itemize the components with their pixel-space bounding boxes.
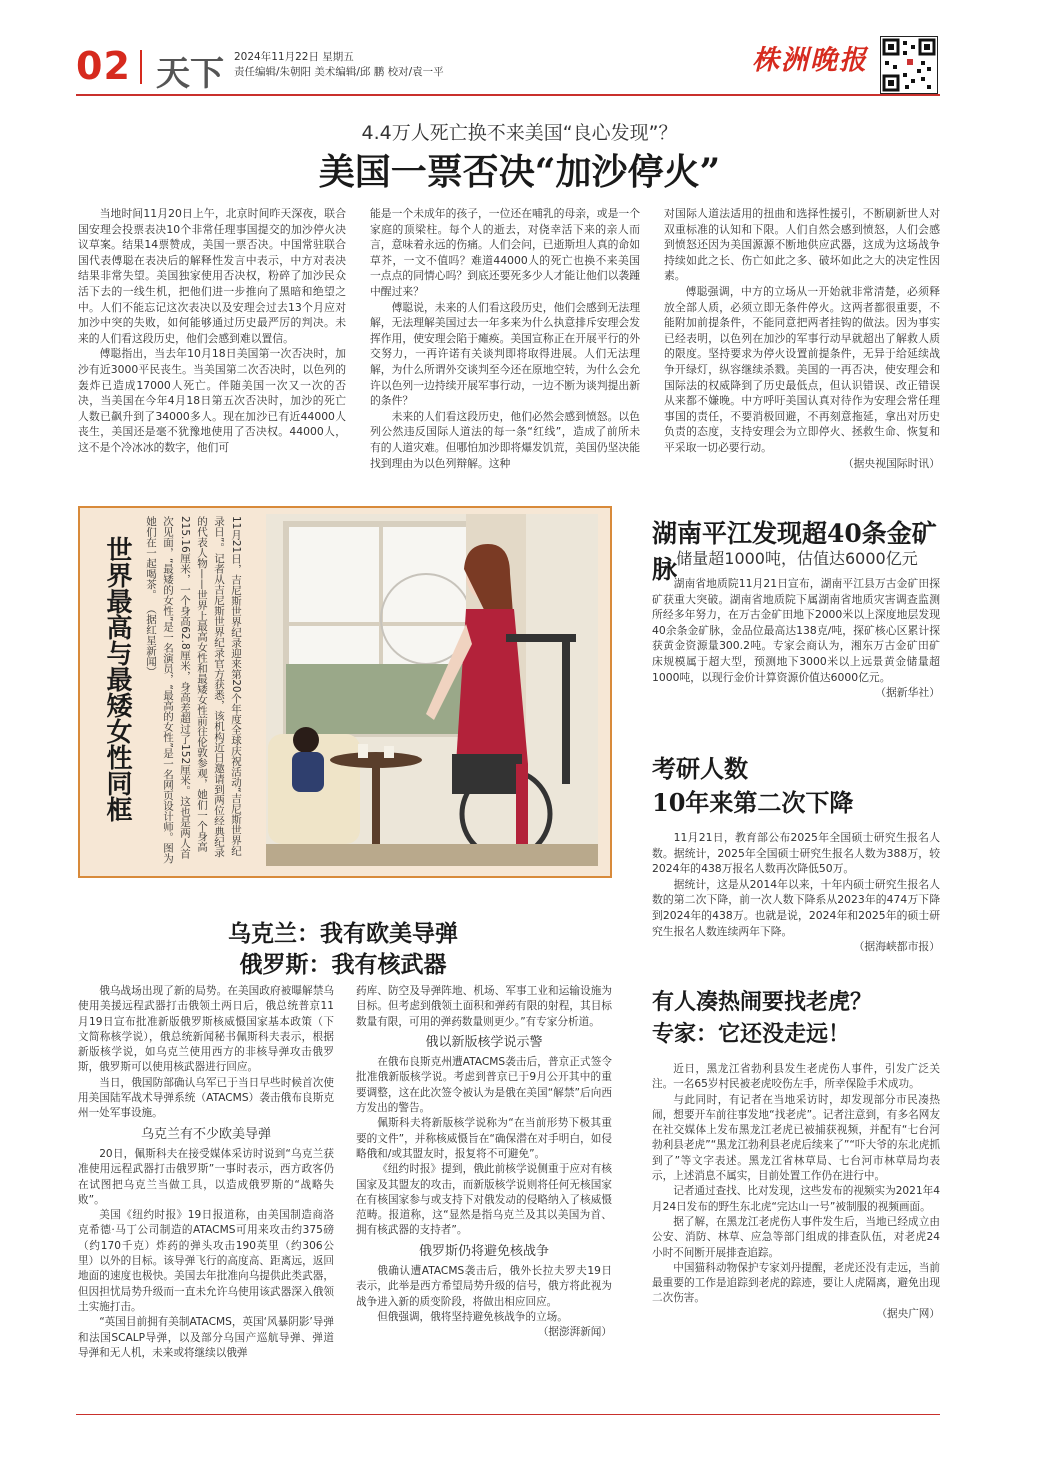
ukraine-subhead-1: 乌克兰有不少欧美导弹 [140,1126,271,1142]
hunan-body [652,576,940,701]
paragraph: 与此同时，有记者在当地采访时，却发现部分市民凑热闹，想要开车前往事发地“找老虎”。记者注意到，有多名网友在社交媒体上发布黑龙江老虎已被捕获视频，并配有“七台河勃利县老虎”“黑龙江勃利县老虎后续来了”“吓大爷的东北虎抓到了”等文字表述。黑龙江省林草局、七台河市林草局均表示，上述消息不属实，目前处置工作仍在进行中。 [652,1093,940,1183]
tiger-headline [652,986,942,1050]
paragraph: 但俄强调，俄将坚持避免核战争的立场。 [377,1310,568,1323]
footer-rule [76,1414,940,1415]
tiger-headline-line1: 有人凑热闹要找老虎？ [652,989,873,1015]
tiger-headline-line2: 专家：它还没走远！ [652,1021,851,1047]
photo-story-text [142,516,244,864]
paragraph: 中国猫科动物保护专家刘丹提醒，老虎还没有走远，当前最重要的工作是追踪到老虎的踪迹，要让人虎隔离，避免出现二次伤害。 [652,1261,940,1305]
ukraine-headline-line1: 乌克兰：我有欧美导弹 [228,920,458,947]
lead-column-3 [664,206,940,471]
header-rule [76,94,940,96]
paragraph: 当日，俄国防部确认乌军已于当日早些时候首次使用美国陆军战术导弹系统（ATACMS）袭击俄布良斯克州一处军事设施。 [78,1076,334,1120]
kaoyan-body [652,830,940,955]
kaoyan-headline-line2: 10年来第二次下降 [652,788,854,817]
lead-column-1 [78,206,346,456]
lead-headline: 美国一票否决“加沙停火” [318,151,721,193]
hunan-headline: 湖南平江发现超40条金矿脉 [652,519,937,584]
section-title: 天下 [156,54,224,94]
paragraph: 据统计，这是从2014年以来，十年内硕士研究生报名人数的第二次下降，前一次人数下降系从2023年的474万下降到2024年的438万。也就是说，2024年和2025年的硕士研究生报名人数连续两年下降。 [652,877,940,938]
header-divider [140,50,142,84]
source-credit: （据新华社） [875,686,940,700]
paragraph: 《纽约时报》提到，俄此前核学说侧重于应对有核国家及其盟友的攻击，而新版核学说则将任何无核国家在有核国家参与或支持下对俄发动的侵略纳入了核威慑范畴。报道称，这“显然是指乌克兰及其以美国为首、拥有核武器的支持者”。 [356,1163,612,1237]
paragraph: 美国《纽约时报》19日报道称，由美国制造商洛克希德·马丁公司制造的ATACMS可用来攻击约375磅（约170千克）炸药的弹头攻击190英里（约306公里）以外的目标。该导弹飞行的高度高、距离远，返回地面的速度也极快。美国去年批准向乌提供此类武器，但因担忧局势升级而一直未允许乌使用该武器深入俄领土实施打击。 [78,1209,334,1313]
kaoyan-headline [652,752,942,820]
photo-story-body: 11月21日，吉尼斯世界纪录迎来第20个年度全球庆祝活动“吉尼斯世界纪录日”。记者从吉尼斯世界纪录官方获悉，该机构近日邀请到两位经典纪录的代表人物——世界上最高女性和最矮女性前往伦敦参观，她们一个身高215.16厘米，一个身高62.8厘米，身高差超过了152厘米。这也是两人首次见面，“最矮的女性”是一名演员，“最高的女性”是一名网页设计师。图为她们在一起喝茶。 [145,516,242,864]
paragraph: “英国目前拥有美制ATACMS，英国‘风暴阴影’导弹和法国SCALP导弹，以及部分乌国产巡航导弹、弹道导弹和无人机，未来或将继续以俄弹 [78,1316,334,1359]
paragraph: 傅聪指出，当去年10月18日美国第一次否决时，加沙有近3000平民丧生。当美国第二次否决时，以色列的轰炸已造成17000人死亡。伴随美国一次又一次的否决，当美国在今年4月18日第五次否决时，加沙的死亡人数已飙升到了34000多人。现在加沙已有近44000人丧生，美国还是毫不犹豫地使用了否决权。44000人，这不是个冷冰冰的数字，他们可 [78,347,346,454]
paragraph: 近日，黑龙江省勃利县发生老虎伤人事件，引发广泛关注。一名65岁村民被老虎咬伤左手，所幸保险手术成功。 [652,1063,940,1091]
lead-column-2 [370,206,640,471]
paragraph: 未来的人们看这段历史，他们必然会感到愤怒。以色列公然违反国际人道法的每一条“红线”，造成了前所未有的人道灾难。但哪怕加沙即将爆发饥荒，美国仍坚决能找到理由为以色列辩解。这种 [370,409,640,470]
ukraine-headline-line2: 俄罗斯：我有核武器 [239,951,447,978]
kaoyan-headline-line1: 考研人数 [652,754,748,783]
editor-credits: 责任编辑/朱朝阳 美术编辑/邱 鹏 校对/袁一平 [234,66,444,78]
news-photo [266,514,598,866]
paragraph: 当地时间11月20日上午，北京时间昨天深夜，联合国安理会投票表决10个非常任理事国提交的加沙停火决议草案。结果14票赞成，美国一票否决。中国常驻联合国代表傅聪在表决后的解释性发言中表示，中方对表决结果非常失望。美国独家使用否决权，粉碎了加沙民众活下去的一线生机，把他们进一步推向了黑暗和绝望之中。人们不能忘记这次表决以及安理会过去13个月应对加沙中突的失败，如何能够通过历史最严厉的判决。未来的人们看这段历史，他们会感到难以置信。 [78,207,346,345]
paragraph: 傅聪强调，中方的立场从一开始就非常清楚，必须释放全部人质，必须立即无条件停火。这两者都很重要，不能附加前提条件，不能同意把两者挂钩的做法。因为事实已经表明，以色列在加沙的军事行动早就超出了解救人质的限度。坚持要求为停火设置前提条件，无异于给延续战争开绿灯，纵容继续杀戮。美国的一再否决，使安理会和国际法的权威降到了历史最低点，但认识错误、改正错误从来都不嫌晚。中方呼吁美国认真对待作为安理会常任理事国的责任，不要消极回避，不再刻意拖延，拿出对历史负责的态度，支持安理会为立即停火、拯救生命、恢复和平采取一切必要行动。 [664,284,940,454]
source-credit: （据海峡都市报） [853,940,940,954]
source-credit: （据央广网） [876,1307,940,1320]
issue-date: 2024年11月22日 星期五 [234,51,354,63]
paragraph: 药库、防空及导弹阵地、机场、军事工业和运输设施为目标。但考虑到俄领土面积和弹药有限的射程，其目标数量有限，可用的弹药数量则更少。”有专家分析道。 [356,985,612,1028]
header-info [234,50,444,80]
newspaper-logo: 株洲晚报 [752,45,868,76]
paragraph: 在俄布良斯克州遭ATACMS袭击后，普京正式签令批准俄新版核学说。考虑到普京已于9月公开其中的重要调整，这在此次签令被认为是俄在美国“解禁”后向西方发出的警告。 [356,1056,612,1115]
qr-code-icon [880,36,938,94]
paragraph: 20日，佩斯科夫在接受媒体采访时说到“乌克兰获准使用远程武器打击俄罗斯”一事时表示，西方政客仍在试图把乌克兰当做工具，以造成俄罗斯的“战略失败”。 [78,1147,334,1206]
paragraph: 11月21日，教育部公布2025年全国硕士研究生报名人数。据统计，2025年全国硕士研究生报名人数为388万，较2024年的438万报名人数再次降低50万。 [652,831,940,876]
source-credit: （据澎湃新闻） [537,1326,612,1339]
paragraph: 据了解，在黑龙江老虎伤人事件发生后，当地已经成立由公安、消防、林草、应急等部门组成的排查队伍，对老虎24小时不间断开展排查追踪。 [652,1215,940,1259]
paragraph: 记者通过查找、比对发现，这些发布的视频实为2021年4月24日发布的野生东北虎“完达山一号”被制服的视频画面。 [652,1185,940,1213]
ukraine-subhead-3: 俄罗斯仍将避免核战争 [418,1243,549,1259]
hunan-subheadline: 储量超1000吨，估值达6000亿元 [676,549,918,568]
tiger-body [652,1062,940,1322]
lead-subtitle: 4.4万人死亡换不来美国“良心发现”？ [361,122,678,144]
photo-story-title: 世界最高与最矮女性同框 [102,536,132,822]
source-credit: （据央视国际时讯） [842,456,940,470]
paragraph: 能是一个未成年的孩子，一位还在哺乳的母亲，或是一个家庭的顶梁柱。每个人的逝去，对侥幸活下来的亲人而言，意味着永远的伤痛。人们会问，已逝斯坦人真的命如草芥，一文不值吗？难道44000人的死亡也换不来美国一点点的同情心吗？到底还要死多少人才能让他们以袭踵中醒过来？ [370,207,640,298]
paragraph: 佩斯科夫将新版核学说称为“在当前形势下极其重要的文件”，并称核威慑旨在“确保潜在对手明白，如侵略俄和/或其盟友时，报复将不可避免”。 [356,1117,612,1160]
paragraph: 湖南省地质院11月21日宣布，湖南平江县万古金矿田探矿获重大突破。湖南省地质院下属湖南省地质灾害调查监测所经多年努力，在万古金矿田地下2000米以上深度地层发现40余条金矿脉，金品位最高达138克/吨，探矿核心区累计探获黄金资源量300.2吨。专家会商认为，湘东万古金矿田矿床规模属于超大型，预测地下3000米以上远景黄金储量超1000吨，以现行金价计算资源价值达6000亿元。 [652,577,940,684]
paragraph: 对国际人道法适用的扭曲和选择性援引，不断刷新世人对双重标准的认知和下限。人们自然会感到愤怒，人们会感到愤怒还因为美国源源不断地供应武器，这成为这场战争持续如此之长、伤亡如此之多、破坏如此之大的决定性因素。 [664,207,940,283]
ukraine-column-1 [78,984,334,1361]
paragraph: 傅聪说，未来的人们看这段历史，他们会感到无法理解，无法理解美国过去一年多来为什么执意排斥安理会发挥作用，使安理会陷于瘫痪。美国宣称正在开展平行的外交努力，一再许诺有关谈判即将取得进展。人们无法理解，为什么所谓外交谈判至今还在原地空转，为什么会允许以色列一边持续开展军事行动，一边不断为谈判提出新的条件？ [370,300,640,408]
ukraine-subhead-2: 俄以新版核学说示警 [425,1034,543,1050]
source-credit: （据红星新闻） [145,603,157,677]
paragraph: 俄确认遭ATACMS袭击后，俄外长拉夫罗夫19日表示，此举是西方希望局势升级的信号，俄方将此视为战争进入新的质变阶段，将做出相应回应。 [356,1265,612,1308]
ukraine-headline [78,918,608,980]
ukraine-column-2 [356,984,612,1341]
paragraph: 俄乌战场出现了新的局势。在美国政府被曝解禁乌使用美援远程武器打击俄领土两日后，俄总统普京11月19日宣布批准新版俄罗斯核威慑国家基本政策（下文简称核学说），俄总统新闻秘书佩斯科夫表示，根据新版核学说，如乌克兰使用西方的非核导弹攻击俄罗斯，俄罗斯可以使用核武器进行回应。 [78,985,334,1074]
page-number: 02 [76,44,131,88]
